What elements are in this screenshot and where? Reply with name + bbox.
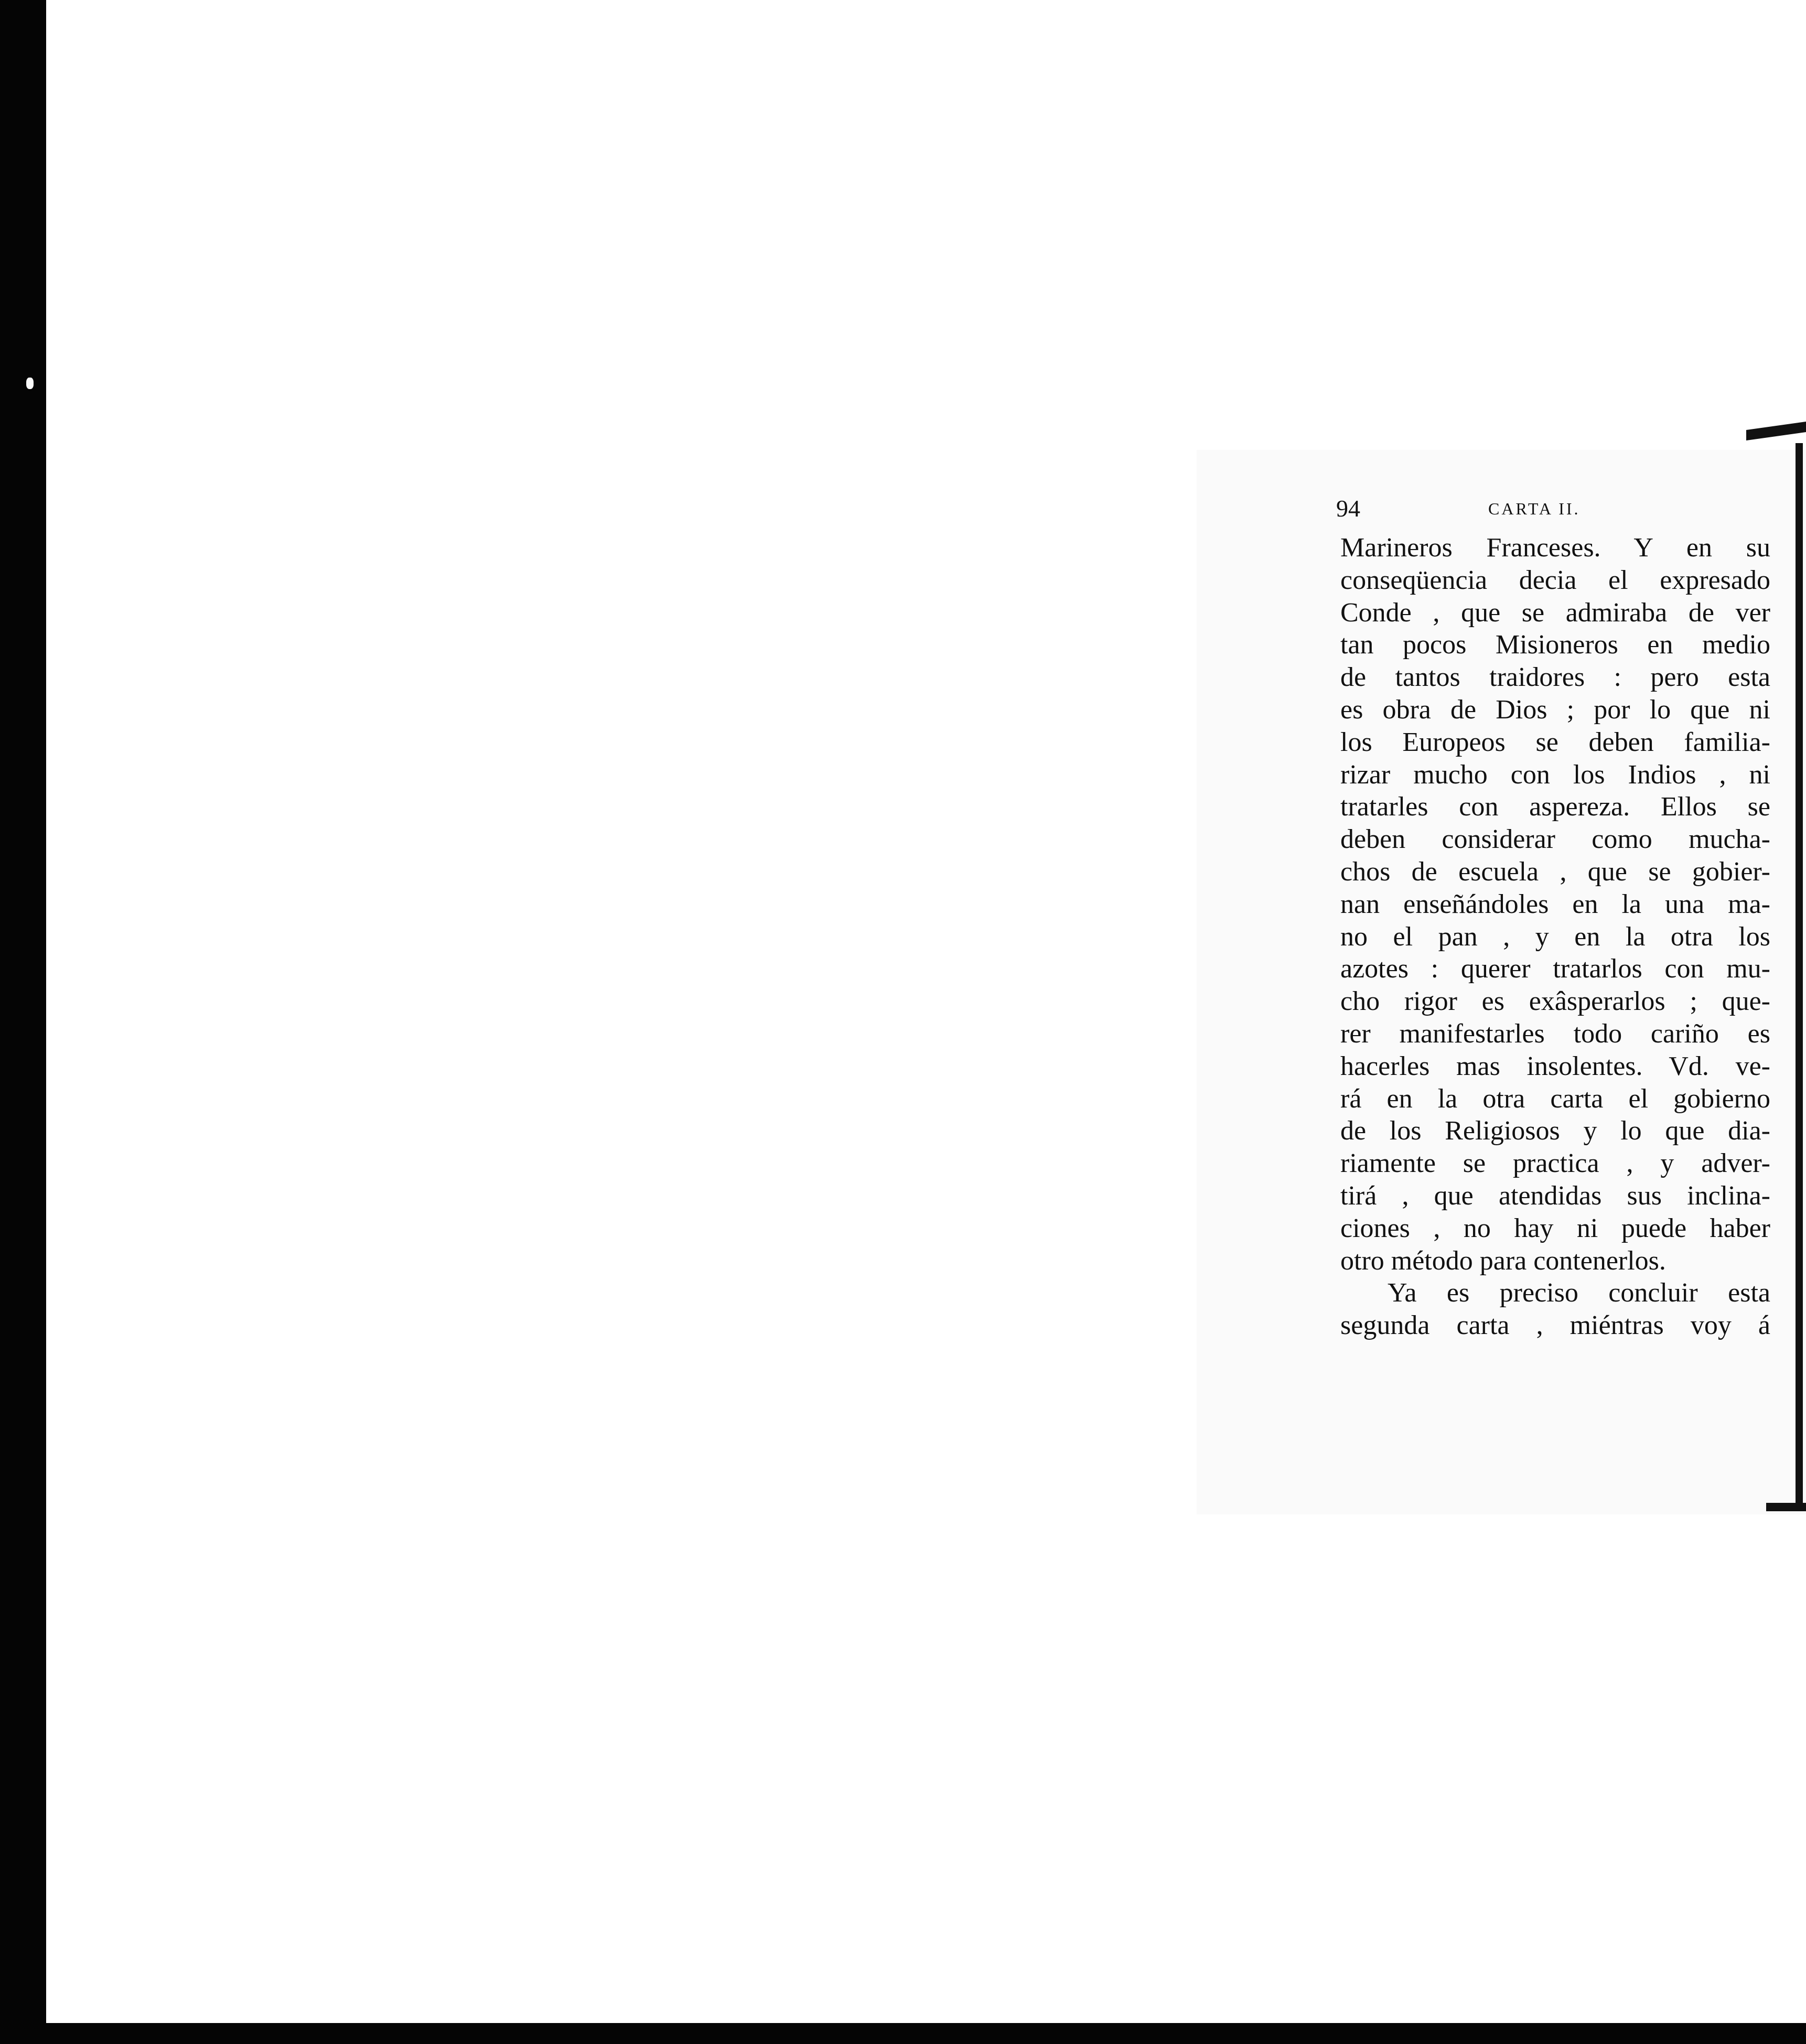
scan-speck [26, 378, 34, 389]
book-spine-top-edge [1746, 422, 1806, 440]
text-line: conseqüencia decia el expresado [1340, 565, 1770, 595]
page-number: 94 [1336, 495, 1360, 522]
text-line: tan pocos Misioneros en medio [1340, 630, 1770, 660]
text-line: nan enseñándoles en la una ma- [1340, 889, 1770, 919]
book-spine-bottom-edge [1766, 1503, 1806, 1511]
paragraph-start-line: Ya es preciso concluir esta [1388, 1278, 1770, 1308]
body-text [1340, 532, 1770, 1342]
running-head: CARTA II. [1488, 499, 1581, 518]
text-line: hacerles mas insolentes. Vd. ve- [1340, 1051, 1770, 1081]
paragraph-end-line: otro método para contenerlos. [1340, 1245, 1666, 1276]
text-line: rá en la otra carta el gobierno [1340, 1083, 1770, 1114]
text-line: de los Religiosos y lo que dia- [1340, 1116, 1770, 1146]
text-line: es obra de Dios ; por lo que ni [1340, 694, 1770, 725]
text-line: rizar mucho con los Indios , ni [1340, 759, 1770, 790]
page-header [1336, 493, 1771, 524]
text-line: tratarles con aspereza. Ellos se [1340, 792, 1770, 822]
text-line: tirá , que atendidas sus inclina- [1340, 1180, 1770, 1211]
text-line: Conde , que se admiraba de ver [1340, 597, 1770, 628]
text-line: no el pan , y en la otra los [1340, 921, 1770, 952]
text-line: deben considerar como mucha- [1340, 824, 1770, 855]
text-line: cho rigor es exâsperarlos ; que- [1340, 986, 1770, 1017]
text-line: chos de escuela , que se gobier- [1340, 856, 1770, 887]
text-line: rer manifestarles todo cariño es [1340, 1018, 1770, 1049]
text-line: segunda carta , miéntras voy á [1340, 1310, 1770, 1341]
scan-left-border [0, 0, 46, 2044]
text-line: los Europeos se deben familia- [1340, 727, 1770, 757]
text-line: Marineros Franceses. Y en su [1340, 533, 1770, 563]
text-line: azotes : querer tratarlos con mu- [1340, 954, 1770, 984]
scan-bottom-border [0, 2023, 1806, 2044]
text-line: riamente se practica , y adver- [1340, 1148, 1770, 1179]
text-line: ciones , no hay ni puede haber [1340, 1213, 1770, 1243]
text-line: de tantos traidores : pero esta [1340, 662, 1770, 693]
book-spine-edge [1796, 443, 1803, 1510]
